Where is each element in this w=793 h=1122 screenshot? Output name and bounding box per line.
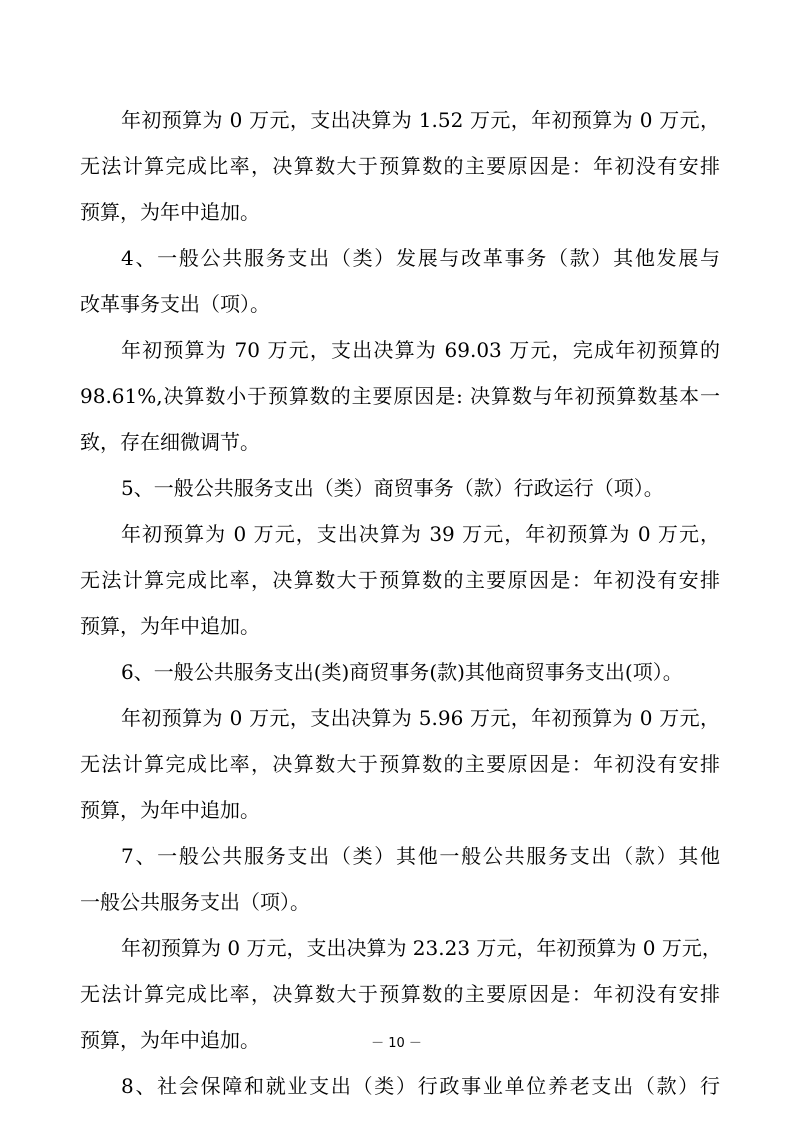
paragraph-line: 预算，为年中追加。 (80, 798, 260, 822)
paragraph-line: 年初预算为 0 万元，支出决算为 5.96 万元，年初预算为 0 万元， (121, 706, 720, 730)
paragraph-line: 98.61%,决算数小于预算数的主要原因是: 决算数与年初预算数基本一 (80, 384, 720, 408)
paragraph-line: 无法计算完成比率，决算数大于预算数的主要原因是：年初没有安排 (80, 154, 720, 178)
paragraph-line: 无法计算完成比率，决算数大于预算数的主要原因是：年初没有安排 (80, 568, 720, 592)
section-heading-line: 改革事务支出（项）。 (80, 292, 270, 316)
paragraph-line: 年初预算为 0 万元，支出决算为 1.52 万元，年初预算为 0 万元， (121, 108, 720, 132)
paragraph-line: 预算，为年中追加。 (80, 200, 260, 224)
section-heading-line: 一般公共服务支出（项）。 (80, 890, 310, 914)
paragraph-line: 致，存在细微调节。 (80, 430, 260, 454)
paragraph-line: 预算，为年中追加。 (80, 1028, 260, 1052)
section-heading-line: 5、一般公共服务支出（类）商贸事务（款）行政运行（项）。 (121, 476, 664, 500)
page-number: － 10 － (371, 1036, 422, 1051)
paragraph-line: 年初预算为 70 万元，支出决算为 69.03 万元，完成年初预算的 (121, 338, 720, 362)
section-heading-line: 6、一般公共服务支出(类)商贸事务(款)其他商贸事务支出(项）。 (121, 660, 683, 684)
section-heading-line: 7、一般公共服务支出（类）其他一般公共服务支出（款）其他 (121, 844, 720, 868)
paragraph-line: 预算，为年中追加。 (80, 614, 260, 638)
paragraph-line: 无法计算完成比率，决算数大于预算数的主要原因是：年初没有安排 (80, 752, 720, 776)
paragraph-line: 年初预算为 0 万元，支出决算为 23.23 万元，年初预算为 0 万元， (121, 936, 722, 960)
section-heading-line: 8、社会保障和就业支出（类）行政事业单位养老支出（款）行 (121, 1074, 720, 1098)
paragraph-line: 无法计算完成比率，决算数大于预算数的主要原因是：年初没有安排 (80, 982, 720, 1006)
section-heading-line: 4、一般公共服务支出（类）发展与改革事务（款）其他发展与 (121, 246, 720, 270)
document-body (80, 97, 720, 1109)
paragraph-line: 年初预算为 0 万元，支出决算为 39 万元，年初预算为 0 万元， (121, 522, 720, 546)
